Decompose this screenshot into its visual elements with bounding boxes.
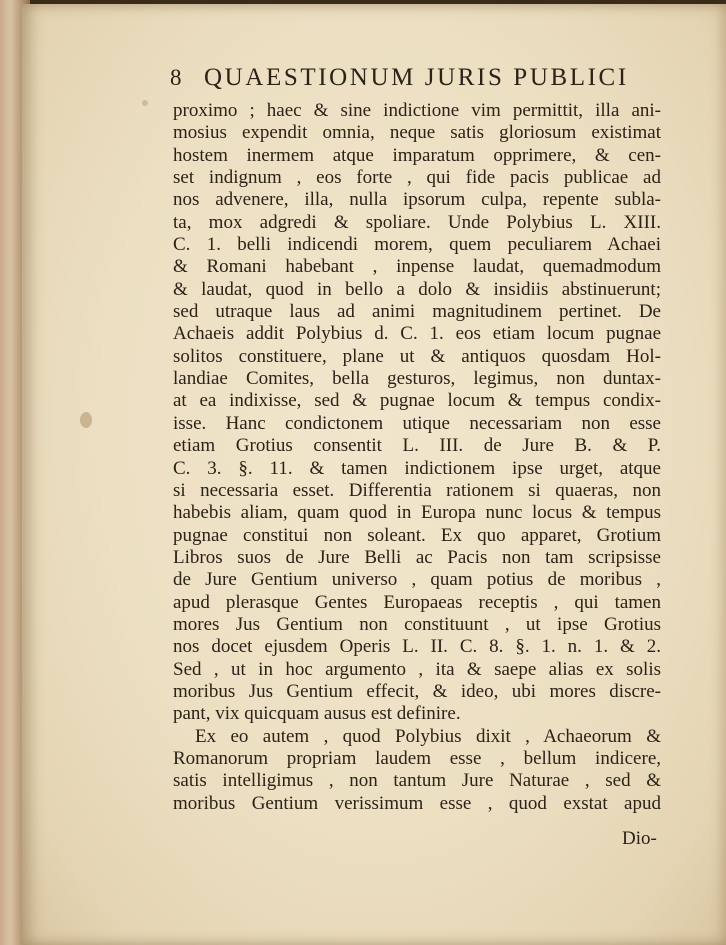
body-text — [173, 100, 661, 815]
text-line: satis intelligimus , non tantum Jure Naturae , sed & — [173, 770, 661, 792]
text-line: de Jure Gentium universo , quam potius de moribus , — [173, 569, 661, 591]
page-header — [170, 64, 660, 100]
text-line: si necessaria esset. Differentia rationem si quaeras, non — [173, 479, 661, 501]
running-title: QUAESTIONUM JURIS PUBLICI — [204, 64, 629, 91]
text-line: Achaeis addit Polybius d. C. 1. eos etiam locum pugnae — [173, 323, 661, 345]
text-line: pugnae constitui non soleant. Ex quo apparet, Grotium — [173, 524, 661, 546]
text-line: C. 3. §. 11. & tamen indictionem ipse urget, atque — [173, 457, 661, 479]
book-page — [22, 4, 726, 945]
page-number: 8 — [170, 65, 182, 90]
text-line: Romanorum propriam laudem esse , bellum indicere, — [173, 747, 661, 769]
text-line: sed utraque laus ad animi magnitudinem pertinet. De — [173, 301, 661, 323]
text-line: moribus Gentium verissimum esse , quod exstat apud — [173, 792, 661, 814]
text-line: isse. Hanc condictonem utique necessariam non esse — [173, 412, 661, 434]
text-line: nos docet ejusdem Operis L. II. C. 8. §. 1. n. 1. & 2. — [173, 636, 661, 658]
text-line: Sed , ut in hoc argumento , ita & saepe alias ex solis — [173, 658, 661, 680]
text-line: hostem inermem atque imparatum opprimere, & cen- — [173, 144, 661, 166]
text-line: C. 1. belli indicendi morem, quem peculiarem Achaei — [173, 234, 661, 256]
text-line: Libros suos de Jure Belli ac Pacis non tam scripsisse — [173, 546, 661, 568]
catchword: Dio- — [622, 828, 657, 849]
paper-stain — [80, 412, 92, 428]
text-line: & Romani habebant , inpense laudat, quemadmodum — [173, 256, 661, 278]
text-line: ta, mox adgredi & spoliare. Unde Polybius L. XIII. — [173, 211, 661, 233]
text-line: landiae Comites, bella gesturos, legimus, non duntax- — [173, 368, 661, 390]
text-line: mores Jus Gentium non constituunt , ut ipse Grotius — [173, 613, 661, 635]
text-line: habebis aliam, quam quod in Europa nunc locus & tempus — [173, 502, 661, 524]
text-line: moribus Jus Gentium effecit, & ideo, ubi mores discre- — [173, 680, 661, 702]
text-line: apud plerasque Gentes Europaeas receptis , qui tamen — [173, 591, 661, 613]
paper-stain — [142, 100, 148, 106]
text-line: Ex eo autem , quod Polybius dixit , Achaeorum & — [195, 725, 661, 747]
text-line: etiam Grotius consentit L. III. de Jure B. & P. — [173, 435, 661, 457]
text-line: solitos constituere, plane ut & antiquos quosdam Hol- — [173, 345, 661, 367]
text-line: set indignum , eos forte , qui fide pacis publicae ad — [173, 167, 661, 189]
text-line: nos advenere, illa, nulla ipsorum culpa, repente subla- — [173, 189, 661, 211]
text-line: proximo ; haec & sine indictione vim permittit, illa ani- — [173, 100, 661, 121]
text-line: at ea indixisse, sed & pugnae locum & tempus condix- — [173, 390, 661, 412]
text-line: mosius expendit omnia, neque satis gloriosum existimat — [173, 122, 661, 144]
text-line: pant, vix quicquam ausus est definire. — [173, 703, 461, 725]
text-line: & laudat, quod in bello a dolo & insidiis abstinuerunt; — [173, 278, 661, 300]
